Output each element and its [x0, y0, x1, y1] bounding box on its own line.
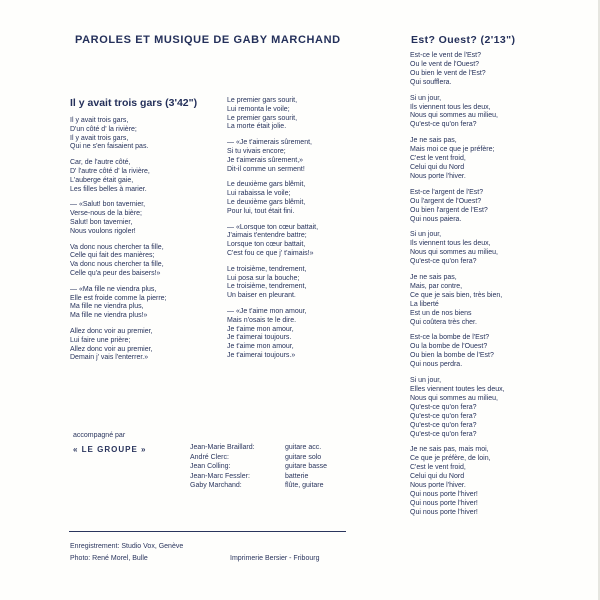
lyric-line: Le troisième, tendrement, — [227, 265, 307, 273]
lyric-line: Je t'aimerai toujours.» — [227, 351, 296, 359]
lyric-line: Ils viennent tous les deux, — [410, 240, 491, 248]
lyric-line: Qu'est-ce qu'on fera? — [410, 121, 477, 129]
lyric-line: Qu'est-ce qu'on fera? — [410, 421, 477, 429]
lyric-line: Le deuxième gars blêmit, — [227, 181, 306, 189]
lyric-line: La liberté — [410, 300, 439, 308]
lyric-line: Est-ce la bombe de l'Est? — [410, 334, 490, 342]
lyric-line: Ou bien le vent de l'Est? — [410, 69, 486, 77]
lyric-line: Dit-il comme un serment! — [227, 165, 305, 173]
lyric-line: Va donc nous chercher ta fille, — [70, 261, 164, 269]
lyric-line: — «Je t'aime mon amour, — [227, 307, 307, 315]
song2-stanza — [410, 52, 590, 88]
lyric-line: D' l'autre côté d' la rivière, — [70, 167, 150, 175]
group-name: « LE GROUPE » — [73, 445, 147, 454]
lyric-line: C'est le vent froid, — [410, 155, 466, 163]
song2-title: Est? Ouest? (2'13") — [411, 34, 516, 46]
song2-stanza — [410, 446, 590, 517]
song1-col1-stanza — [70, 244, 220, 279]
lyric-line: Si un jour, — [410, 231, 442, 239]
lyric-line: Si tu vivais encore; — [227, 147, 286, 155]
lyric-line: Qu'est-ce qu'on fera? — [410, 412, 477, 420]
lyric-line: Verse-nous de la bière; — [70, 210, 142, 218]
song1-lyrics-column1 — [70, 117, 220, 363]
lyric-line: Si un jour, — [410, 94, 442, 102]
lyric-line: J'aimais t'entendre battre; — [227, 232, 307, 240]
song2-stanza — [410, 274, 590, 327]
divider-rule — [69, 531, 346, 532]
lyric-line: Mais n'osais te le dire. — [227, 316, 297, 324]
song1-col2-stanza — [227, 308, 377, 361]
musician-list — [190, 443, 327, 491]
recording-credit: Enregistrement: Studio Vox, Genève — [70, 543, 184, 550]
lyric-line: Ou la bombe de l'Ouest? — [410, 343, 488, 351]
lyric-line: Qui nous porte l'hiver! — [410, 499, 478, 507]
lyric-line: Je t'aime mon amour, — [227, 325, 294, 333]
lyric-line: Est-ce l'argent de l'Est? — [410, 188, 484, 196]
lyric-line: La morte était jolie. — [227, 123, 287, 131]
musician-instrument: guitare acc. — [285, 444, 322, 451]
musician-row — [190, 443, 327, 453]
lyric-line: D'un côté d' la rivière; — [70, 125, 137, 133]
lyric-line: Mais, par contre, — [410, 282, 463, 290]
lyric-line: Le troisième, tendrement, — [227, 283, 307, 291]
song1-col1-stanza — [70, 286, 220, 321]
lyric-line: Je ne sais pas, — [410, 274, 457, 282]
song1-col2-stanza — [227, 266, 377, 301]
lyric-line: Si un jour, — [410, 377, 442, 385]
lyric-line: Le premier gars sourit, — [227, 97, 298, 104]
photo-credit: Photo: René Morel, Bulle — [70, 555, 148, 562]
lyric-line: Qu'est-ce qu'on fera? — [410, 258, 477, 266]
musician-name: André Clerc: — [190, 453, 229, 461]
lyric-line: Celui qui du Nord — [410, 473, 465, 481]
musician-name: Jean-Marc Fessler: — [190, 472, 250, 480]
lyric-line: Je ne sais pas, — [410, 137, 457, 145]
musician-name: Gaby Marchand: — [190, 482, 242, 489]
lyric-line: Salut! bon tavernier, — [70, 218, 133, 226]
page-header: PAROLES ET MUSIQUE DE GABY MARCHAND — [75, 34, 341, 46]
musician-instrument: batterie — [285, 472, 309, 480]
lyric-line: Ma fille ne viendra plus, — [70, 303, 144, 311]
lyric-line: Car, de l'autre côté, — [70, 159, 131, 167]
song2-stanza — [410, 334, 590, 370]
printer-credit: Imprimerie Bersier - Fribourg — [230, 555, 320, 562]
lyric-line: Lui remonta le voile; — [227, 105, 290, 113]
lyric-line: Qu'est-ce qu'on fera? — [410, 430, 477, 438]
lyric-line: Nous porte l'hiver. — [410, 482, 466, 490]
lyric-line: Ma fille ne viendra plus!» — [70, 312, 148, 320]
lyric-line: Qui nous paiera. — [410, 215, 462, 223]
song1-col1-stanza — [70, 159, 220, 194]
lyric-line: Lui faire une prière; — [70, 336, 131, 344]
musician-instrument: guitare solo — [285, 453, 322, 461]
lyric-line: Je t'aimerais sûrement,» — [227, 156, 304, 164]
lyric-line: Demain j' vais l'enterrer.» — [70, 354, 149, 362]
song1-col2-stanza — [227, 181, 377, 216]
lyric-line: Nous qui sommes au milieu, — [410, 249, 498, 257]
song1-col2-stanza — [227, 97, 377, 132]
lyric-line: Qui ne s'en faisaient pas. — [70, 143, 149, 151]
lyric-line: Pour lui, tout était fini. — [227, 207, 295, 215]
lyric-line: Allez donc voir au premier, — [70, 345, 153, 353]
song1-col1-stanza — [70, 328, 220, 363]
song1-col2-stanza — [227, 139, 377, 174]
lyric-line: Mais moi ce que je préfère; — [410, 146, 495, 154]
song2-stanza — [410, 189, 590, 225]
song1-col1-stanza — [70, 117, 220, 152]
lyric-line: Le premier gars sourit, — [227, 114, 298, 122]
lyric-line: Un baiser en pleurant. — [227, 292, 296, 300]
song2-stanza — [410, 137, 590, 182]
song2-stanza — [410, 377, 590, 439]
lyric-line: Ou l'argent de l'Ouest? — [410, 197, 482, 205]
lyric-line: Nous porte l'hiver. — [410, 172, 466, 180]
lyric-line: Celle qui fait des manières; — [70, 252, 155, 260]
musician-row — [190, 481, 327, 491]
song1-lyrics-column2 — [227, 97, 377, 361]
musician-name: Jean Colling: — [190, 463, 231, 470]
lyric-line: Allez donc voir au premier, — [70, 327, 153, 335]
lyric-line: — «Ma fille ne viendra plus, — [70, 285, 157, 293]
song1-title: Il y avait trois gars (3'42") — [70, 97, 198, 109]
song2-stanza — [410, 231, 590, 267]
lyric-line: Ou bien la bombe de l'Est? — [410, 352, 494, 360]
lyric-line: Qui nous perdra. — [410, 361, 463, 369]
lyric-line: Celui qui du Nord — [410, 163, 465, 171]
lyric-line: Qui nous porte l'hiver! — [410, 508, 478, 516]
lyric-line: Ou bien l'argent de l'Est? — [410, 206, 488, 214]
lyric-line: C'est fou ce que j' t'aimais!» — [227, 249, 314, 257]
lyric-line: C'est le vent froid, — [410, 464, 466, 472]
lyric-line: — «Je t'aimerais sûrement, — [227, 139, 312, 147]
lyric-line: Ou le vent de l'Ouest? — [410, 60, 480, 68]
musician-instrument: guitare basse — [285, 463, 328, 470]
accompanied-by-label: accompagné par — [73, 432, 126, 439]
lyric-line: Elles viennent toutes les deux, — [410, 386, 505, 393]
lyric-line: Il y avait trois gars, — [70, 117, 129, 124]
lyric-line: Celle qu'a peur des baisers!» — [70, 269, 161, 277]
lyric-line: — «Lorsque ton cœur battait, — [227, 223, 319, 231]
lyric-line: — «Salut! bon tavernier, — [70, 201, 146, 209]
lyric-line: Les filles belles à marier. — [70, 185, 147, 193]
song2-lyrics-column — [410, 52, 590, 518]
musician-instrument: flûte, guitare — [285, 482, 324, 489]
lyric-line: Je ne sais pas, mais moi, — [410, 446, 489, 454]
lyric-line: Il y avait trois gars, — [70, 134, 129, 142]
lyric-line: Va donc nous chercher ta fille, — [70, 243, 164, 251]
lyric-line: Qu'est-ce qu'on fera? — [410, 403, 477, 411]
lyric-line: Lui rabaissa le voile; — [227, 190, 291, 198]
lyric-line: Ce que je sais bien, très bien, — [410, 291, 503, 299]
lyric-line: Est-ce le vent de l'Est? — [410, 52, 481, 59]
song1-col1-stanza — [70, 201, 220, 236]
song2-stanza — [410, 95, 590, 131]
lyric-line: Je t'aime mon amour, — [227, 343, 294, 351]
lyric-line: L'auberge était gaie, — [70, 176, 134, 184]
musician-row — [190, 453, 327, 463]
lyric-line: Lorsque ton cœur battait, — [227, 241, 306, 249]
lyric-line: Ils viennent tous les deux, — [410, 103, 491, 111]
musician-row — [190, 462, 327, 472]
lyric-line: Le deuxième gars blêmit, — [227, 198, 306, 206]
lyric-line: Qui coûtera très cher. — [410, 318, 477, 326]
lyric-line: Est un de nos biens — [410, 309, 472, 317]
lyric-line: Nous qui sommes au milieu, — [410, 112, 498, 120]
lyric-line: Lui posa sur la bouche; — [227, 274, 300, 282]
lyric-line: Je t'aimerai toujours. — [227, 334, 292, 342]
lyric-line: Nous voulons rigoler! — [70, 227, 136, 235]
lyric-line: Qui soufflera. — [410, 78, 452, 86]
musician-name: Jean-Marie Braillard: — [190, 444, 255, 451]
lyric-line: Nous qui sommes au milieu, — [410, 394, 498, 402]
song1-col2-stanza — [227, 224, 377, 259]
lyric-line: Ce que je préfère, de loin, — [410, 455, 491, 463]
lyric-line: Qui nous porte l'hiver! — [410, 490, 478, 498]
musician-row — [190, 472, 327, 482]
lyric-line: Elle est froide comme la pierre; — [70, 294, 167, 302]
